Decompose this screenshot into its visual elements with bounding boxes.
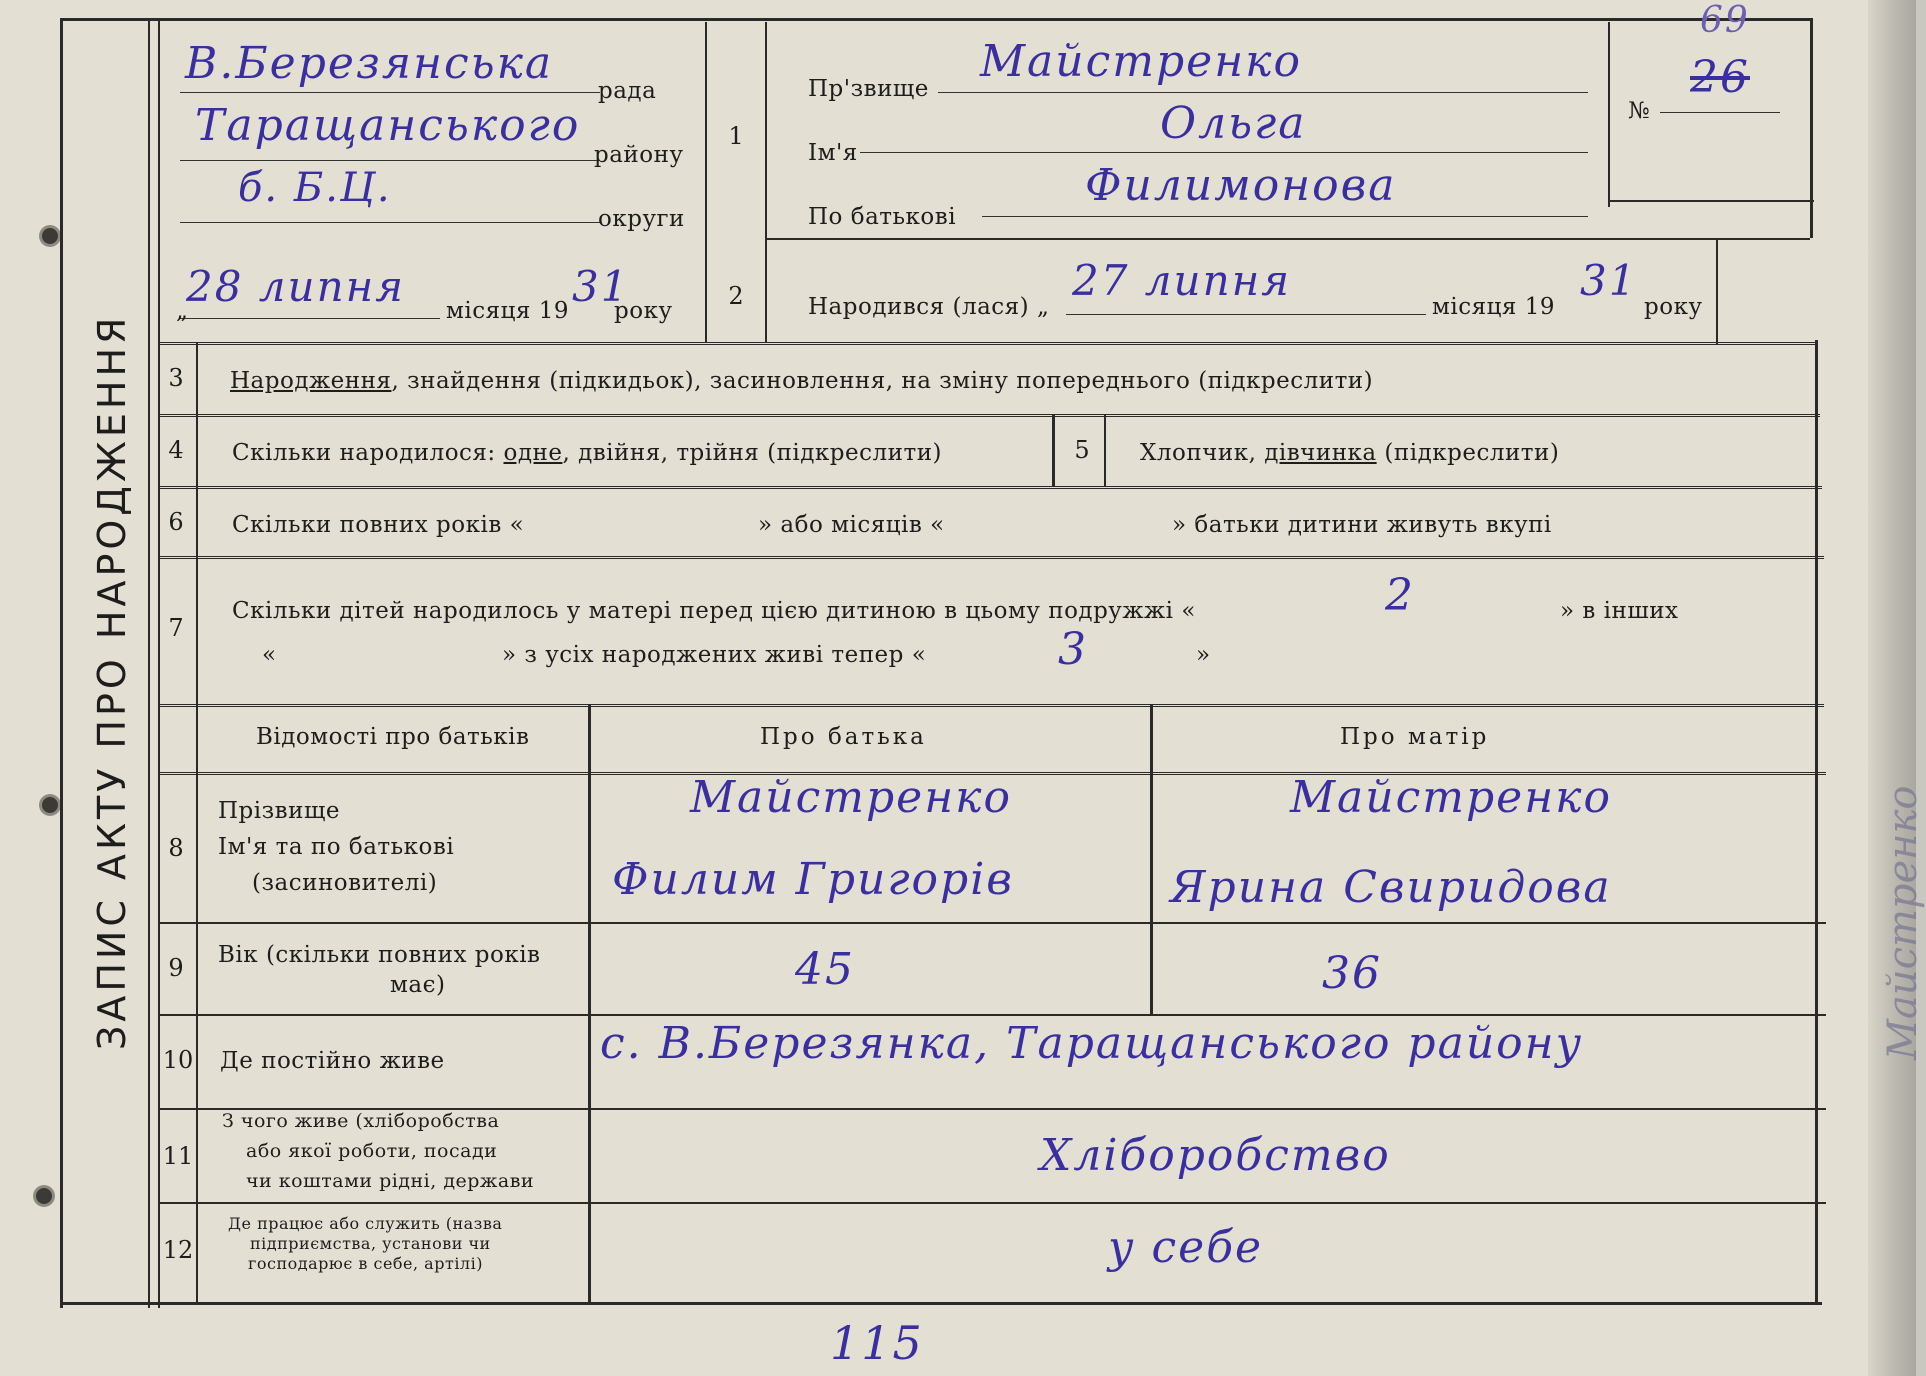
row-sep — [158, 922, 1826, 924]
field1-bottom — [765, 238, 1810, 240]
binder-hole — [42, 797, 58, 813]
okruh-value: б. Б.Ц. — [238, 165, 392, 211]
header-sep — [765, 22, 767, 342]
field7-line1: Скільки дітей народилось у матері перед цією дитиною в цьому подружжі « — [232, 598, 1196, 624]
frame-inner-left-2 — [158, 18, 160, 1308]
field6-part-b: » або місяців « — [758, 512, 945, 538]
record-year-value: 31 — [572, 262, 630, 311]
field3-text: Народження, знайдення (підкидьок), засиновлення, на зміну попереднього (підкреслити) — [230, 368, 1374, 394]
frame-bottom — [60, 1302, 1822, 1305]
binder-hole — [36, 1188, 52, 1204]
children-before-value: 2 — [1385, 570, 1415, 621]
field-number: 4 — [168, 436, 184, 464]
field-number: 1 — [728, 122, 744, 150]
frame-top — [60, 18, 1810, 21]
number-box-bottom — [1608, 200, 1814, 202]
name-label: Ім'я — [808, 140, 858, 166]
born-year-label: року — [1644, 294, 1703, 320]
bottom-mark: 115 — [830, 1316, 924, 1370]
field-number: 9 — [168, 954, 184, 982]
mother-name: Ярина Свиридова — [1170, 862, 1612, 913]
field-number: 11 — [162, 1142, 194, 1170]
rada-value: В.Березянська — [185, 38, 554, 89]
row-sep — [158, 1202, 1826, 1204]
row-sep — [158, 704, 1824, 707]
born-date-value: 27 липня — [1072, 256, 1292, 305]
binder-hole — [42, 228, 58, 244]
mother-column-label: Про матір — [1340, 724, 1490, 750]
number-sign: № — [1628, 98, 1651, 124]
field-number: 5 — [1074, 436, 1090, 464]
occupation-value: Хліборобство — [1040, 1130, 1391, 1181]
record-year-label: року — [614, 298, 673, 324]
frame-right — [1815, 340, 1818, 1305]
header-sep — [705, 22, 707, 342]
side-title: ЗАПИС АКТУ ПРО НАРОДЖЕННЯ — [90, 313, 134, 1050]
row-sep — [158, 342, 1818, 345]
mother-age: 36 — [1322, 948, 1382, 999]
field7-line1-end: » в інших — [1560, 598, 1679, 624]
field-number: 8 — [168, 834, 184, 862]
parents-col-sep — [588, 704, 591, 1304]
field2-right — [1716, 240, 1718, 345]
born-month-label: місяця 19 — [1432, 294, 1556, 320]
row4-5-sep — [1052, 414, 1055, 486]
field-number: 7 — [168, 614, 184, 642]
field6-part-a: Скільки повних років « — [232, 512, 525, 538]
father-mother-sep — [1150, 704, 1153, 1016]
field-number: 3 — [168, 364, 184, 392]
frame-inner-left — [148, 18, 150, 1308]
field-number: 6 — [168, 508, 184, 536]
raion-value: Таращанського — [195, 100, 581, 151]
field6-part-c: » батьки дитини живуть вкупі — [1172, 512, 1552, 538]
born-label: Народився (лася) „ — [808, 294, 1050, 320]
name-value: Ольга — [1160, 98, 1307, 149]
field4-text: Скільки народилося: одне, двійня, трійня (підкреслити) — [232, 440, 942, 466]
born-year-value: 31 — [1580, 256, 1638, 305]
field-number: 2 — [728, 282, 744, 310]
record-date-value: 28 липня — [186, 262, 406, 311]
raion-label: району — [594, 142, 684, 168]
row-sep — [158, 414, 1820, 417]
record-number-overwritten: 69 — [1700, 0, 1750, 41]
field5-text: Хлопчик, дівчинка (підкреслити) — [1140, 440, 1560, 466]
margin-note: Майстренко — [1880, 785, 1926, 1060]
row-sep — [158, 486, 1822, 489]
birth-record-sheet: ЗАПИС АКТУ ПРО НАРОДЖЕННЯ В.Березянська рада Таращанського району б. Б.Ц. округи „ 28 липня місяця 19 31 року 1 Пр'звище Майстренко Ім'я Ольга По батькові Филимонова 69 26 № 2 Народився (лася) „ 27 липня місяця 19 31 року 3 Народження, знайдення (підкидьок), засиновлення, на зміну попереднього (підкреслити) 4 Скільки народилося: одне, двійня, трійня (підкреслити) 5 Хлопчик, дівчинка (підкреслити) 6 Скільки повних років « » або місяців « » батьки дитини живуть вкупі 7 Скільки дітей народилось у матері перед цією дитиною в цьому подружжі « 2 » в інших « » з усіх народжених живі тепер « 3 » Відомості про батьків Про батька Про матір 8 Прізвище Ім'я та по батькові (засиновителі) Майстренко Филим Григорів Майстренко Ярина Свиридова 9 Вік (скільки повних років має) 45 36 10 Де постійно живе с. В.Березянка, Таращанського району 11 З чого живе (хліборобства або якої роботи, посади чи коштами рідні, держави Хліборобство 12 Де працює або служить (назва підприємства, установи чи господарює в себе, артілі) у себе 115 Майстренко — [0, 0, 1916, 1376]
workplace-value: у себе — [1108, 1222, 1264, 1273]
field-number: 12 — [162, 1236, 194, 1264]
residence-value: с. В.Березянка, Таращанського району — [600, 1018, 1584, 1069]
surname-value: Майстренко — [980, 36, 1302, 87]
mother-surname: Майстренко — [1290, 772, 1612, 823]
patronymic-value: Филимонова — [1085, 160, 1397, 211]
row5-num-sep — [1104, 414, 1106, 486]
number-box-left — [1608, 22, 1610, 207]
page-edge — [1868, 0, 1916, 1376]
field7-line2: » з усіх народжених живі тепер « — [502, 642, 927, 668]
children-alive-value: 3 — [1058, 624, 1088, 675]
row-sep — [158, 1014, 1826, 1016]
row-sep — [158, 556, 1824, 559]
father-age: 45 — [795, 944, 855, 995]
okruh-label: округи — [598, 206, 685, 232]
rada-label: рада — [598, 78, 657, 104]
field-number: 10 — [162, 1046, 194, 1074]
record-month-label: місяця 19 — [446, 298, 570, 324]
parents-info-label: Відомості про батьків — [256, 724, 530, 750]
surname-label: Пр'звище — [808, 76, 929, 102]
frame-right-top — [1810, 18, 1813, 238]
record-number-value: 26 — [1690, 52, 1750, 103]
father-name: Филим Григорів — [612, 854, 1014, 905]
frame-left — [60, 18, 63, 1308]
father-column-label: Про батька — [760, 724, 927, 750]
father-surname: Майстренко — [690, 772, 1012, 823]
patronymic-label: По батькові — [808, 204, 957, 230]
